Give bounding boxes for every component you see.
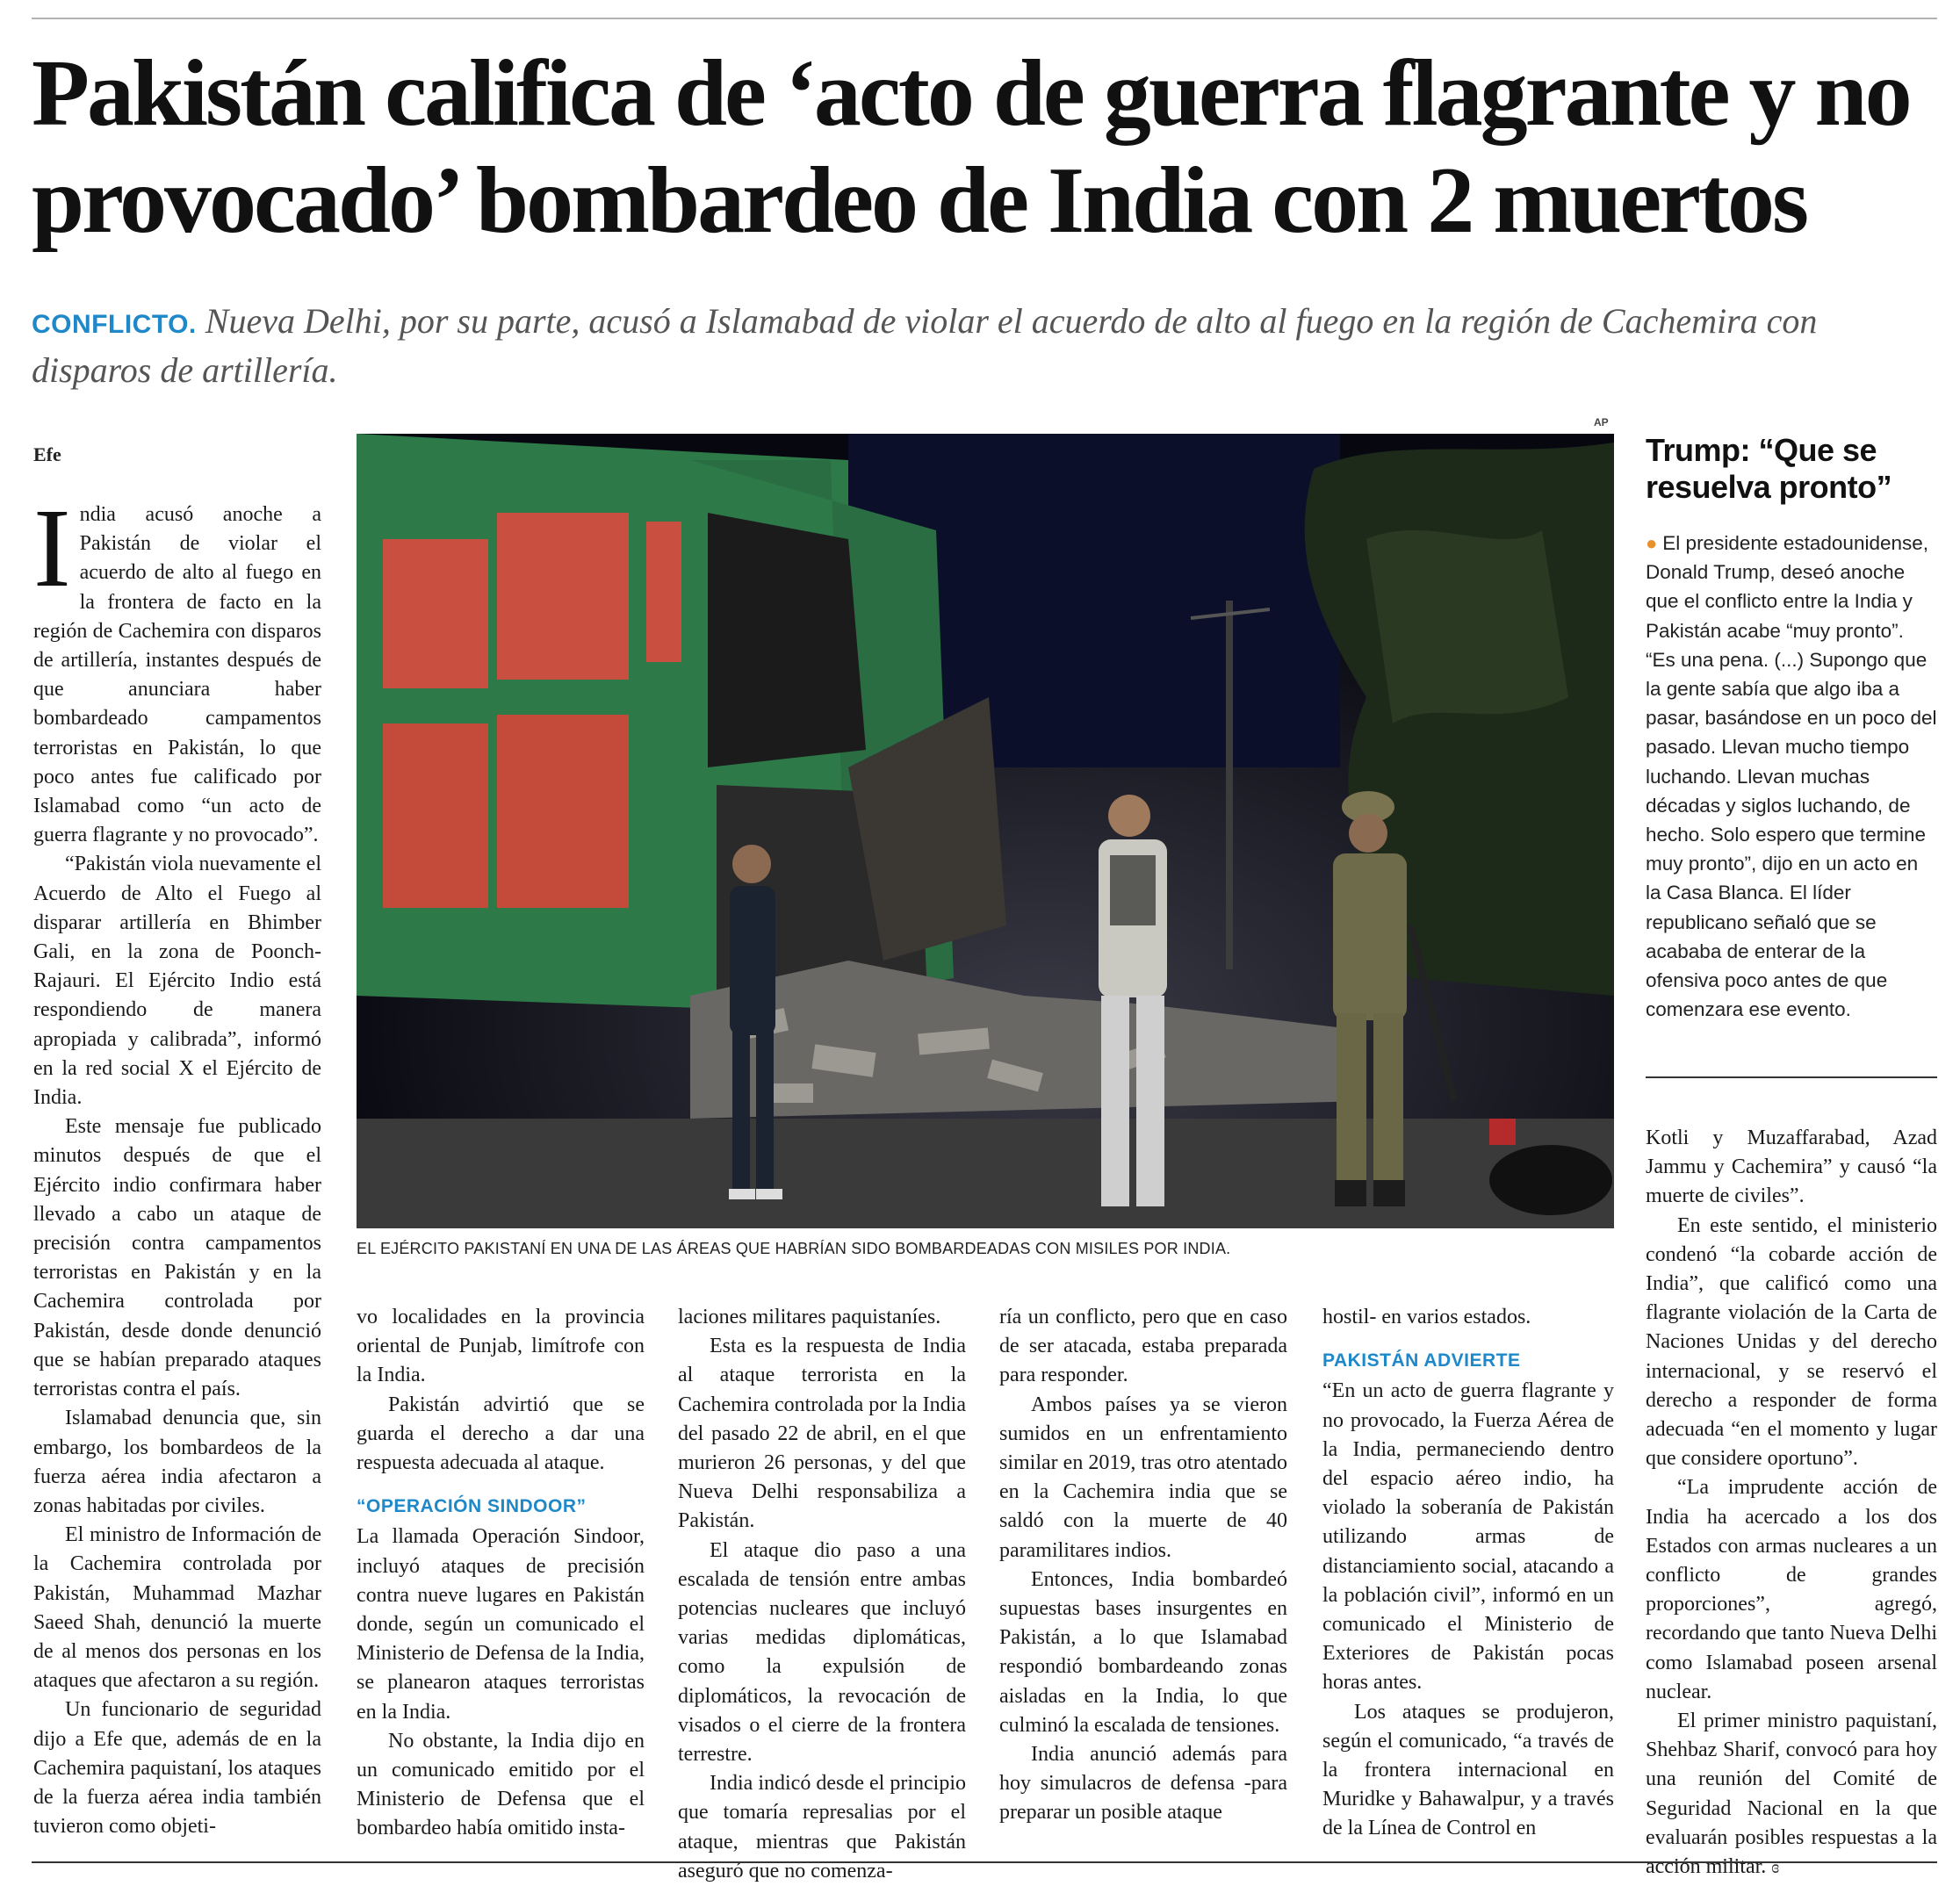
paragraph: India indicó desde el principio que tomaría represalias por el ataque, mientras que Pakistán aseguró que no comenza-: [678, 1772, 966, 1882]
subheading: “OPERACIÓN SINDOOR”: [357, 1496, 587, 1517]
article-column-6: [1646, 1124, 1937, 1882]
paragraph: El ataque dio paso a una escalada de tensión entre ambas potencias nucleares que incluyó varias medidas diplomáticas, como la expulsión de diplomáticos, la revocación de visados o el cierre de la frontera terrestre.: [678, 1538, 966, 1767]
paragraph: [1646, 1707, 1937, 1882]
paragraph: Kotli y Muzaffarabad, Azad Jammu y Cachemira” y causó “la muerte de civiles”.: [1646, 1127, 1937, 1208]
night-scene-illustration: [357, 434, 1614, 1228]
subheading: PAKISTÁN ADVIERTE: [1322, 1350, 1521, 1371]
article-column-2: [357, 1303, 645, 1844]
paragraph: vo localidades en la provincia oriental de Punjab, limítrofe con la India.: [357, 1306, 645, 1387]
sidebar-title: Trump: “Que se resuelva pronto”: [1646, 432, 1892, 505]
bullet-icon: ●: [1646, 532, 1658, 554]
photo-caption: EL EJÉRCITO PAKISTANÍ EN UNA DE LAS ÁREAS QUE HABRÍAN SIDO BOMBARDEADAS CON MISILES POR INDIA.: [357, 1240, 1231, 1257]
photo-credit: AP: [1594, 416, 1609, 428]
article-column-4: [999, 1303, 1287, 1828]
paragraph: laciones militares paquistaníes.: [678, 1306, 941, 1328]
paragraph: “Pakistán viola nuevamente el Acuerdo de Alto el Fuego al disparar artillería en Bhimber Gali, en la zona de Poonch-Rajauri. El Ejército Indio está respondiendo de manera apropiada y calibrada”, informó en la red social X el Ejército de India.: [33, 853, 321, 1110]
paragraph: India anunció además para hoy simulacros de defensa -para preparar un posible ataque: [999, 1743, 1287, 1825]
paragraph: Esta es la respuesta de India al ataque terrorista en la Cachemira controlada por la India del pasado 22 de abril, en el que murieron 26 personas, y del que Nueva Delhi responsabiliza a Pakistán.: [678, 1335, 966, 1533]
article-column-3: [678, 1303, 966, 1886]
paragraph: Islamabad denuncia que, sin embargo, los bombardeos de la fuerza aérea india afectaron a zonas habitadas por civiles.: [33, 1407, 321, 1517]
paragraph: Este mensaje fue publicado minutos después de que el Ejército indio confirmara haber llevado a cabo un ataque de precisión contra campamentos terroristas en Pakistán y en la Cachemira controlada por Pakistán, desde donde denunció que se habían preparado ataques terroristas contra el país.: [33, 1115, 321, 1401]
paragraph: Un funcionario de seguridad dijo a Efe que, además de en la Cachemira paquistaní, los ataques de la fuerza aérea india también tuvieron como objeti-: [33, 1698, 321, 1839]
sidebar-body: [1646, 529, 1937, 1024]
paragraph: ría un conflicto, pero que en caso de ser atacada, estaba preparada para responder.: [999, 1306, 1287, 1387]
end-mark-icon: ɞ: [1771, 1858, 1780, 1878]
paragraph: Entonces, India bombardeó supuestas bases insurgentes en Pakistán, a lo que Islamabad respondió bombardeando zonas aisladas en la India, lo que culminó la escalada de tensiones.: [999, 1567, 1287, 1737]
kicker-text: Nueva Delhi, por su parte, acusó a Islamabad de violar el acuerdo de alto al fuego en la región de Cachemira con disparos de artillería.: [32, 301, 1818, 390]
kicker: [32, 299, 1902, 393]
paragraph: La llamada Operación Sindoor, incluyó ataques de precisión contra nueve lugares en Pakistán donde, según un comunicado el Ministerio de Defensa de la India, se planearon ataques terroristas en la India.: [357, 1525, 645, 1724]
paragraph: “En un acto de guerra flagrante y no provocado, la Fuerza Aérea de la India, permaneciendo dentro del espacio aéreo indio, ha violado la soberanía de Pakistán utilizando armas de distanciamiento social, atacando a la población civil”, informó en un comunicado el Ministerio de Exteriores de Pakistán pocas horas antes.: [1322, 1379, 1614, 1695]
sidebar-rule: [1646, 1076, 1937, 1078]
sidebar-text: El presidente estadounidense, Donald Trump, deseó anoche que el conflicto entre la India y Pakistán acabe “muy pronto”. “Es una pena. (...) Supongo que la gente sabía que algo iba a pasar, basándose en un poco del pasado. Llevan mucho tiempo luchando. Llevan muchas décadas y siglos luchando, de hecho. Solo espero que termine muy pronto”, dijo en un acto en la Casa Blanca. El líder republicano señaló que se acababa de enterar de la ofensiva poco antes de que comenzara ese evento.: [1646, 532, 1937, 1021]
paragraph: No obstante, la India dijo en un comunicado emitido por el Ministerio de Defensa que el bombardeo había omitido insta-: [357, 1729, 645, 1840]
headline: Pakistán califica de ‘acto de guerra flagrante y no provocado’ bombardeo de India con 2 muertos: [32, 41, 1910, 253]
paragraph: hostil- en varios estados.: [1322, 1306, 1531, 1328]
paragraph: ndia acusó anoche a Pakistán de violar el acuerdo de alto al fuego en la frontera de facto en la región de Cachemira con disparos de artillería, instantes después de que anunciara haber bombardeado campamentos terroristas en Pakistán, lo que poco antes fue calificado por Islamabad como “un acto de guerra flagrante y no provocado”.: [33, 503, 321, 847]
article-column-5: [1322, 1303, 1614, 1844]
top-rule: [32, 18, 1937, 19]
kicker-tag: CONFLICTO.: [32, 310, 197, 339]
news-photo: [357, 434, 1614, 1228]
paragraph: Ambos países ya se vieron sumidos en un enfrentamiento similar en 2019, tras otro atentado en la Cachemira india que se saldó con la muerte de 40 paramilitares indios.: [999, 1393, 1287, 1562]
paragraph-text: El primer ministro paquistaní, Shehbaz Sharif, convocó para hoy una reunión del Comité de Seguridad Nacional en la que evaluarán posibles respuestas a la acción militar.: [1646, 1710, 1937, 1879]
article-column-1: [33, 486, 321, 1841]
bottom-rule: [32, 1861, 1937, 1863]
drop-cap: I: [33, 486, 71, 610]
paragraph: “La imprudente acción de India ha acercado a los dos Estados con armas nucleares a un conflicto de grandes proporciones”, agregó, recordando que tanto Nueva Delhi como Islamabad poseen arsenal nuclear.: [1646, 1476, 1937, 1703]
paragraph: En este sentido, el ministerio condenó “la cobarde acción de India”, que calificó como una flagrante violación de la Carta de Naciones Unidas y del derecho internacional, y se reservó el derecho a responder de forma adecuada “en el momento y lugar que considere oportuno”.: [1646, 1213, 1937, 1471]
byline: Efe: [33, 443, 61, 465]
paragraph: Pakistán advirtió que se guarda el derecho a dar una respuesta adecuada al ataque.: [357, 1393, 645, 1475]
paragraph: El ministro de Información de la Cachemira controlada por Pakistán, Muhammad Mazhar Saeed Shah, denunció la muerte de al menos dos personas en los ataques que afectaron a su región.: [33, 1523, 321, 1693]
paragraph: Los ataques se produjeron, según el comunicado, “a través de la frontera internacional en Muridke y Bahawalpur, y a través de la Línea de Control en: [1322, 1700, 1614, 1840]
